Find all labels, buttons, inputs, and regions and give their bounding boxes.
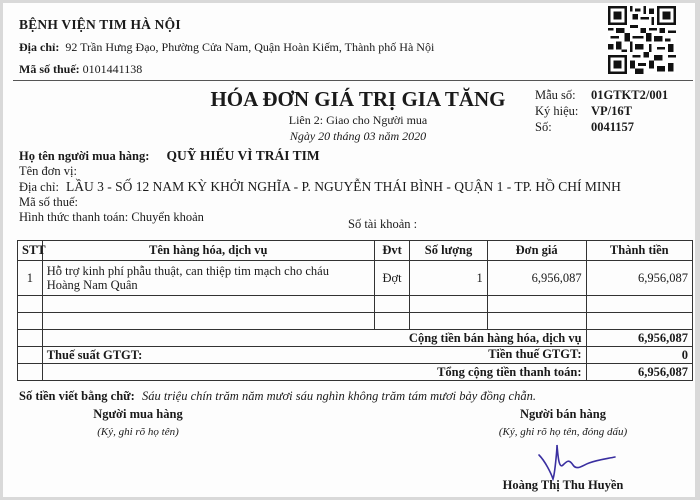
col-header-unit: Đvt bbox=[374, 241, 409, 261]
vat-amount: 0 bbox=[586, 347, 692, 364]
seller-role: Người bán hàng bbox=[520, 407, 606, 421]
seller-signer-name: Hoàng Thị Thu Huyền bbox=[502, 478, 624, 492]
symbol-label: Ký hiệu: bbox=[535, 104, 579, 118]
table-row-empty bbox=[18, 296, 693, 313]
buyer-info bbox=[19, 148, 621, 226]
seller-name: BỆNH VIỆN TIM HÀ NỘI bbox=[19, 17, 181, 32]
in-words-text: Sáu triệu chín trăm năm mươi sáu nghìn không trăm tám mươi bảy đồng chẵn. bbox=[141, 389, 536, 403]
table-row bbox=[18, 261, 693, 296]
buyer-unit-label: Tên đơn vị: bbox=[19, 163, 77, 178]
vat-rate-label: Thuế suất GTGT: bbox=[46, 347, 143, 362]
seller-sign-hint: (Ký, ghi rõ họ tên, đóng dấu) bbox=[498, 426, 628, 438]
buyer-address-label: Địa chỉ: bbox=[19, 180, 59, 194]
col-header-name: Tên hàng hóa, dịch vụ bbox=[42, 241, 374, 261]
table-row-empty bbox=[18, 313, 693, 330]
seller-tax-code: 0101441138 bbox=[82, 62, 143, 76]
vat-cell bbox=[42, 347, 586, 364]
subtotal-value: 6,956,087 bbox=[586, 330, 692, 347]
symbol-value: VP/16T bbox=[591, 104, 632, 118]
subtotal-row bbox=[18, 330, 693, 347]
table-header-row bbox=[18, 241, 693, 261]
col-header-stt: STT bbox=[18, 241, 43, 261]
subtotal-label: Cộng tiền bán hàng hóa, dịch vụ bbox=[42, 330, 586, 347]
buyer-signature-block bbox=[63, 407, 213, 438]
in-words-label: Số tiền viết bằng chữ: bbox=[19, 389, 135, 403]
buyer-role: Người mua hàng bbox=[93, 407, 183, 421]
handwritten-signature-icon bbox=[533, 443, 623, 483]
invoice-page bbox=[3, 3, 695, 497]
invoice-title-block bbox=[188, 87, 528, 144]
total-value: 6,956,087 bbox=[586, 364, 692, 381]
buyer-tax-label: Mã số thuế: bbox=[19, 194, 79, 209]
form-value: 01GTKT2/001 bbox=[591, 88, 669, 102]
account-line bbox=[348, 217, 417, 232]
number-label: Số: bbox=[535, 120, 552, 134]
header-divider bbox=[13, 80, 693, 81]
row-stt: 1 bbox=[18, 261, 43, 296]
col-header-amount: Thành tiền bbox=[586, 241, 692, 261]
row-price: 6,956,087 bbox=[487, 261, 586, 296]
seller-tax-line bbox=[19, 62, 142, 77]
invoice-meta bbox=[535, 87, 668, 135]
account-label: Số tài khoản : bbox=[348, 217, 418, 231]
row-name bbox=[42, 261, 374, 296]
vat-row bbox=[18, 347, 693, 364]
invoice-copy: Liên 2: Giao cho Người mua bbox=[288, 113, 428, 127]
qr-code-icon bbox=[608, 6, 676, 74]
invoice-date: Ngày 20 tháng 03 năm 2020 bbox=[289, 129, 427, 143]
buyer-sign-hint: (Ký, ghi rõ họ tên) bbox=[97, 426, 179, 438]
col-header-price: Đơn giá bbox=[487, 241, 586, 261]
row-amount: 6,956,087 bbox=[586, 261, 692, 296]
seller-signature-block bbox=[473, 407, 653, 438]
seller-address-line bbox=[19, 40, 434, 55]
row-name-line1: Hỗ trợ kinh phí phẫu thuật, can thiệp tim mạch cho cháu bbox=[46, 264, 329, 278]
buyer-address: LẦU 3 - SỐ 12 NAM KỲ KHỞI NGHĨA - P. NGUYỄN THÁI BÌNH - QUẬN 1 - TP. HỒ CHÍ MINH bbox=[66, 179, 621, 194]
items-table bbox=[17, 240, 693, 381]
seller-address: 92 Trần Hưng Đạo, Phường Cửa Nam, Quận Hoàn Kiếm, Thành phố Hà Nội bbox=[65, 40, 435, 54]
payment-label: Hình thức thanh toán: bbox=[19, 210, 129, 224]
seller-tax-label: Mã số thuế: bbox=[19, 62, 80, 76]
buyer-name: QUỸ HIẾU VÌ TRÁI TIM bbox=[166, 148, 320, 163]
amount-in-words bbox=[19, 389, 536, 404]
form-label: Mẫu số: bbox=[535, 88, 576, 102]
total-label: Tổng cộng tiền thanh toán: bbox=[42, 364, 586, 381]
payment-method: Chuyển khoản bbox=[131, 210, 204, 224]
row-unit: Đợt bbox=[374, 261, 409, 296]
number-value: 0041157 bbox=[591, 120, 635, 134]
row-name-line2: Hoàng Nam Quân bbox=[46, 278, 138, 292]
seller-address-label: Địa chỉ: bbox=[19, 40, 60, 54]
invoice-title: HÓA ĐƠN GIÁ TRỊ GIA TĂNG bbox=[210, 87, 506, 111]
vat-amount-label: Tiền thuế GTGT: bbox=[488, 347, 582, 361]
col-header-qty: Số lượng bbox=[410, 241, 487, 261]
buyer-name-label: Họ tên người mua hàng: bbox=[19, 149, 150, 163]
total-row bbox=[18, 364, 693, 381]
row-qty: 1 bbox=[410, 261, 487, 296]
